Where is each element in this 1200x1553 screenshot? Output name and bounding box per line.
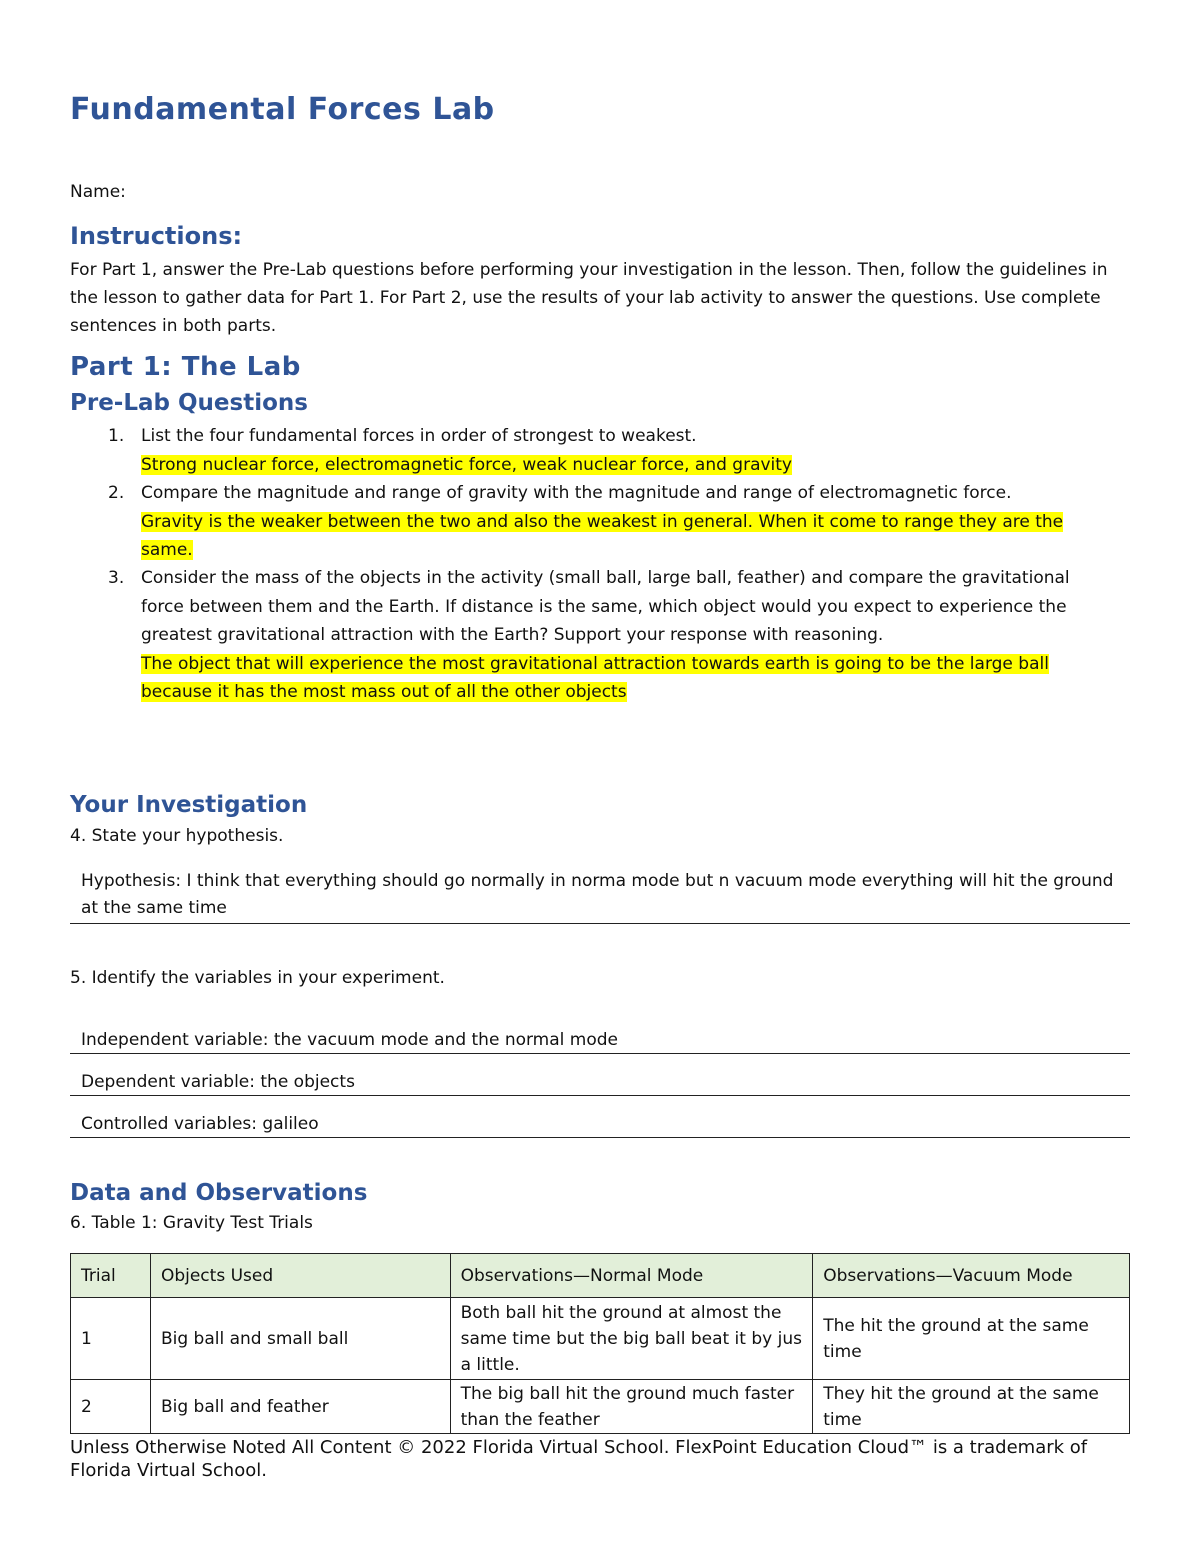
prelab-question-2 [70, 479, 1130, 565]
table-cell[interactable]: They hit the ground at the same time [813, 1380, 1130, 1434]
question-text: Compare the magnitude and range of gravity with the magnitude and range of electromagnetic force. [141, 483, 1012, 503]
answer-text: Gravity is the weaker between the two and also the weakest in general. When it come to range they are the same. [141, 511, 1064, 560]
question-4: 4. State your hypothesis. [70, 826, 284, 846]
column-header: Trial [71, 1254, 151, 1298]
question-text: List the four fundamental forces in order of strongest to weakest. [141, 426, 697, 446]
controlled-variables-field[interactable]: Controlled variables: galileo [70, 1112, 1130, 1138]
table-cell: 2 [71, 1380, 151, 1434]
gravity-test-table [70, 1253, 1130, 1434]
question-text: Consider the mass of the objects in the activity (small ball, large ball, feather) and compare the gravitational force between them and the Earth. If distance is the same, which object would you expect to experience the greatest gravitational attraction with the Earth? Support your response with reasoning. [141, 568, 1070, 645]
investigation-heading: Your Investigation [70, 792, 308, 818]
table-cell[interactable]: Both ball hit the ground at almost the same time but the big ball beat it by jus a little. [450, 1298, 813, 1380]
table-cell[interactable]: The hit the ground at the same time [813, 1298, 1130, 1380]
question-number: 1. [108, 426, 125, 446]
question-number: 2. [108, 483, 125, 503]
table-cell: Big ball and feather [150, 1380, 450, 1434]
column-header: Objects Used [150, 1254, 450, 1298]
table-row [71, 1298, 1130, 1380]
independent-variable-field[interactable]: Independent variable: the vacuum mode and the normal mode [70, 1028, 1130, 1054]
table-cell: Big ball and small ball [150, 1298, 450, 1380]
table-cell: 1 [71, 1298, 151, 1380]
table-cell[interactable]: The big ball hit the ground much faster than the feather [450, 1380, 813, 1434]
answer-text: The object that will experience the most gravitational attraction towards earth is going to be the large ball because it has the most mass out of all the other objects [141, 653, 1049, 702]
prelab-question-1 [70, 422, 1130, 479]
prelab-question-3 [70, 564, 1130, 707]
answer-text: Strong nuclear force, electromagnetic force, weak nuclear force, and gravity [141, 454, 792, 475]
question-number: 3. [108, 568, 125, 588]
instructions-text: For Part 1, answer the Pre-Lab questions before performing your investigation in the lesson. Then, follow the guidelines in the lesson to gather data for Part 1. For Part 2, use the results of your lab activity to answer the questions. Use complete sentences in both parts. [70, 260, 1108, 336]
column-header: Observations—Normal Mode [450, 1254, 813, 1298]
hypothesis-field[interactable]: Hypothesis: I think that everything should go normally in norma mode but n vacuum mode everything will hit the ground at the same time [70, 868, 1130, 924]
prelab-heading: Pre-Lab Questions [70, 390, 308, 416]
instructions-heading: Instructions: [70, 222, 243, 250]
table-row [71, 1380, 1130, 1434]
copyright-footer: Unless Otherwise Noted All Content © 2022 Florida Virtual School. FlexPoint Education Cloud™ is a trademark of Florida Virtual School. [70, 1437, 1088, 1481]
column-header: Observations—Vacuum Mode [813, 1254, 1130, 1298]
table-caption: 6. Table 1: Gravity Test Trials [70, 1213, 313, 1233]
name-label: Name: [70, 182, 126, 202]
dependent-variable-field[interactable]: Dependent variable: the objects [70, 1070, 1130, 1096]
part1-heading: Part 1: The Lab [70, 352, 301, 382]
document-title: Fundamental Forces Lab [70, 92, 495, 127]
table-header-row [71, 1254, 1130, 1298]
data-heading: Data and Observations [70, 1180, 368, 1206]
question-5: 5. Identify the variables in your experiment. [70, 968, 445, 988]
